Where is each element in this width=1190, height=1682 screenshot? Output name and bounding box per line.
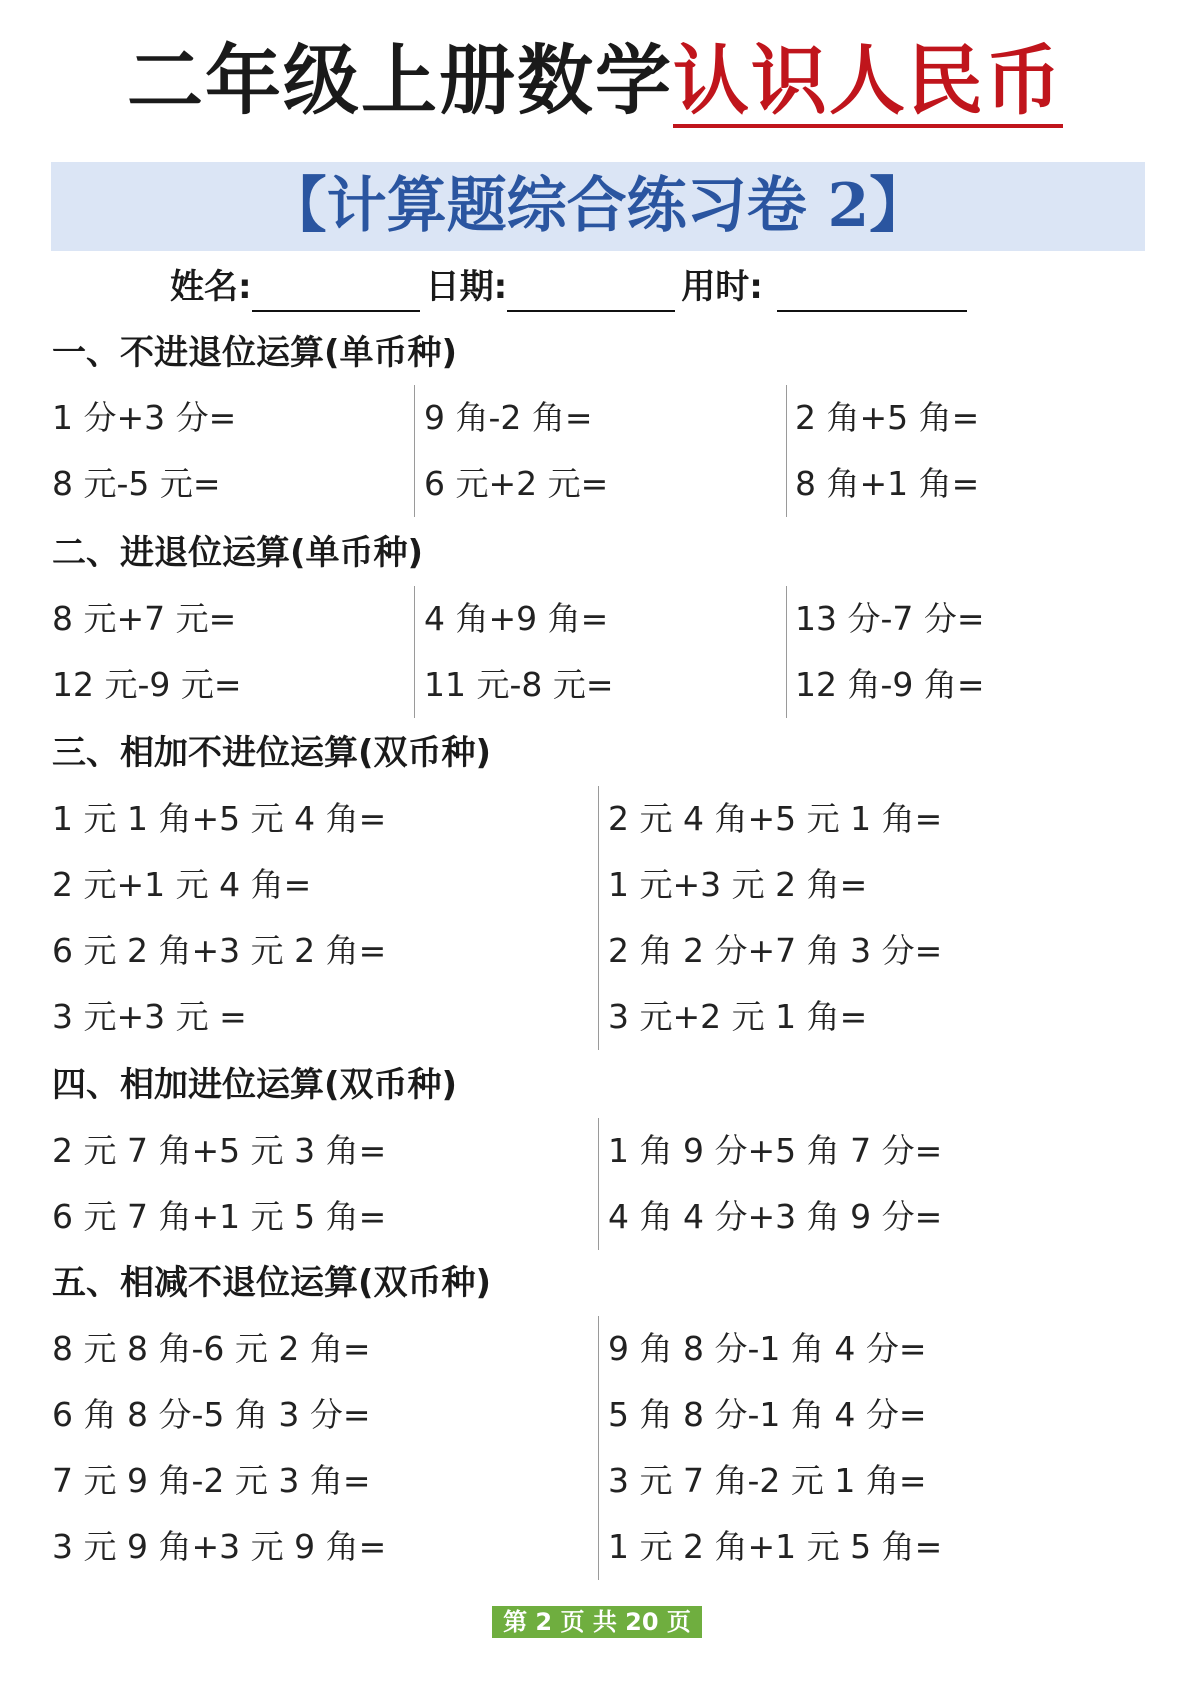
problem: 1 角 9 分+5 角 7 分=	[608, 1131, 943, 1170]
page-title	[0, 36, 1190, 128]
column-divider	[598, 1118, 599, 1250]
problem-row	[0, 1382, 1190, 1448]
problem: 1 分+3 分=	[52, 398, 237, 437]
problem: 5 角 8 分-1 角 4 分=	[608, 1395, 927, 1434]
section-4-heading: 四、相加进位运算(双币种)	[52, 1065, 458, 1105]
problem-row	[0, 451, 1190, 517]
name-blank[interactable]	[252, 270, 420, 312]
date-label: 日期:	[425, 267, 508, 307]
problem: 9 角 8 分-1 角 4 分=	[608, 1329, 927, 1368]
column-divider	[598, 1316, 599, 1580]
problem: 3 元+2 元 1 角=	[608, 997, 868, 1036]
problem-row	[0, 1118, 1190, 1184]
problem: 3 元+3 元 =	[52, 997, 247, 1036]
problem-row	[0, 586, 1190, 652]
problem-row	[0, 918, 1190, 984]
problem-row	[0, 852, 1190, 918]
problem-row	[0, 385, 1190, 451]
problem: 6 元 2 角+3 元 2 角=	[52, 931, 387, 970]
problem-row	[0, 652, 1190, 718]
problem-row	[0, 1514, 1190, 1580]
section-1-heading: 一、不进退位运算(单币种)	[52, 333, 458, 373]
student-info-line	[170, 262, 1070, 312]
section-3-grid	[0, 786, 1190, 1050]
problem: 4 角+9 角=	[424, 599, 609, 638]
problem-row	[0, 1184, 1190, 1250]
problem: 8 元+7 元=	[52, 599, 237, 638]
problem: 2 角 2 分+7 角 3 分=	[608, 931, 943, 970]
column-divider	[598, 786, 599, 1050]
section-4-grid	[0, 1118, 1190, 1250]
problem: 3 元 9 角+3 元 9 角=	[52, 1527, 387, 1566]
section-5-grid	[0, 1316, 1190, 1580]
title-accent: 认识人民币	[673, 38, 1063, 128]
title-main: 二年级上册数学	[127, 36, 673, 125]
time-blank[interactable]	[777, 270, 967, 312]
page-number-badge: 第 2 页 共 20 页	[492, 1606, 702, 1638]
column-divider	[786, 385, 787, 517]
problem: 6 角 8 分-5 角 3 分=	[52, 1395, 371, 1434]
problem: 2 元 4 角+5 元 1 角=	[608, 799, 943, 838]
section-5-heading: 五、相减不退位运算(双币种)	[52, 1263, 492, 1303]
date-blank[interactable]	[507, 270, 675, 312]
problem: 2 元 7 角+5 元 3 角=	[52, 1131, 387, 1170]
problem: 3 元 7 角-2 元 1 角=	[608, 1461, 927, 1500]
problem-row	[0, 786, 1190, 852]
problem: 8 角+1 角=	[795, 464, 980, 503]
problem: 1 元 1 角+5 元 4 角=	[52, 799, 387, 838]
problem: 2 元+1 元 4 角=	[52, 865, 312, 904]
problem: 6 元+2 元=	[424, 464, 609, 503]
problem: 1 元 2 角+1 元 5 角=	[608, 1527, 943, 1566]
problem-row	[0, 984, 1190, 1050]
problem: 4 角 4 分+3 角 9 分=	[608, 1197, 943, 1236]
column-divider	[414, 385, 415, 517]
name-label: 姓名:	[170, 267, 252, 307]
problem-row	[0, 1448, 1190, 1514]
section-3-heading: 三、相加不进位运算(双币种)	[52, 733, 492, 773]
problem: 12 角-9 角=	[795, 665, 985, 704]
section-1-grid	[0, 385, 1190, 517]
column-divider	[414, 586, 415, 718]
time-label: 用时:	[681, 267, 763, 307]
section-2-grid	[0, 586, 1190, 718]
problem: 6 元 7 角+1 元 5 角=	[52, 1197, 387, 1236]
column-divider	[786, 586, 787, 718]
problem: 11 元-8 元=	[424, 665, 614, 704]
problem: 12 元-9 元=	[52, 665, 242, 704]
problem: 2 角+5 角=	[795, 398, 980, 437]
problem: 9 角-2 角=	[424, 398, 593, 437]
worksheet-banner: 【计算题综合练习卷 2】	[51, 162, 1145, 251]
section-2-heading: 二、进退位运算(单币种)	[52, 533, 424, 573]
problem: 8 元 8 角-6 元 2 角=	[52, 1329, 371, 1368]
problem: 8 元-5 元=	[52, 464, 221, 503]
problem: 1 元+3 元 2 角=	[608, 865, 868, 904]
problem-row	[0, 1316, 1190, 1382]
problem: 13 分-7 分=	[795, 599, 985, 638]
problem: 7 元 9 角-2 元 3 角=	[52, 1461, 371, 1500]
